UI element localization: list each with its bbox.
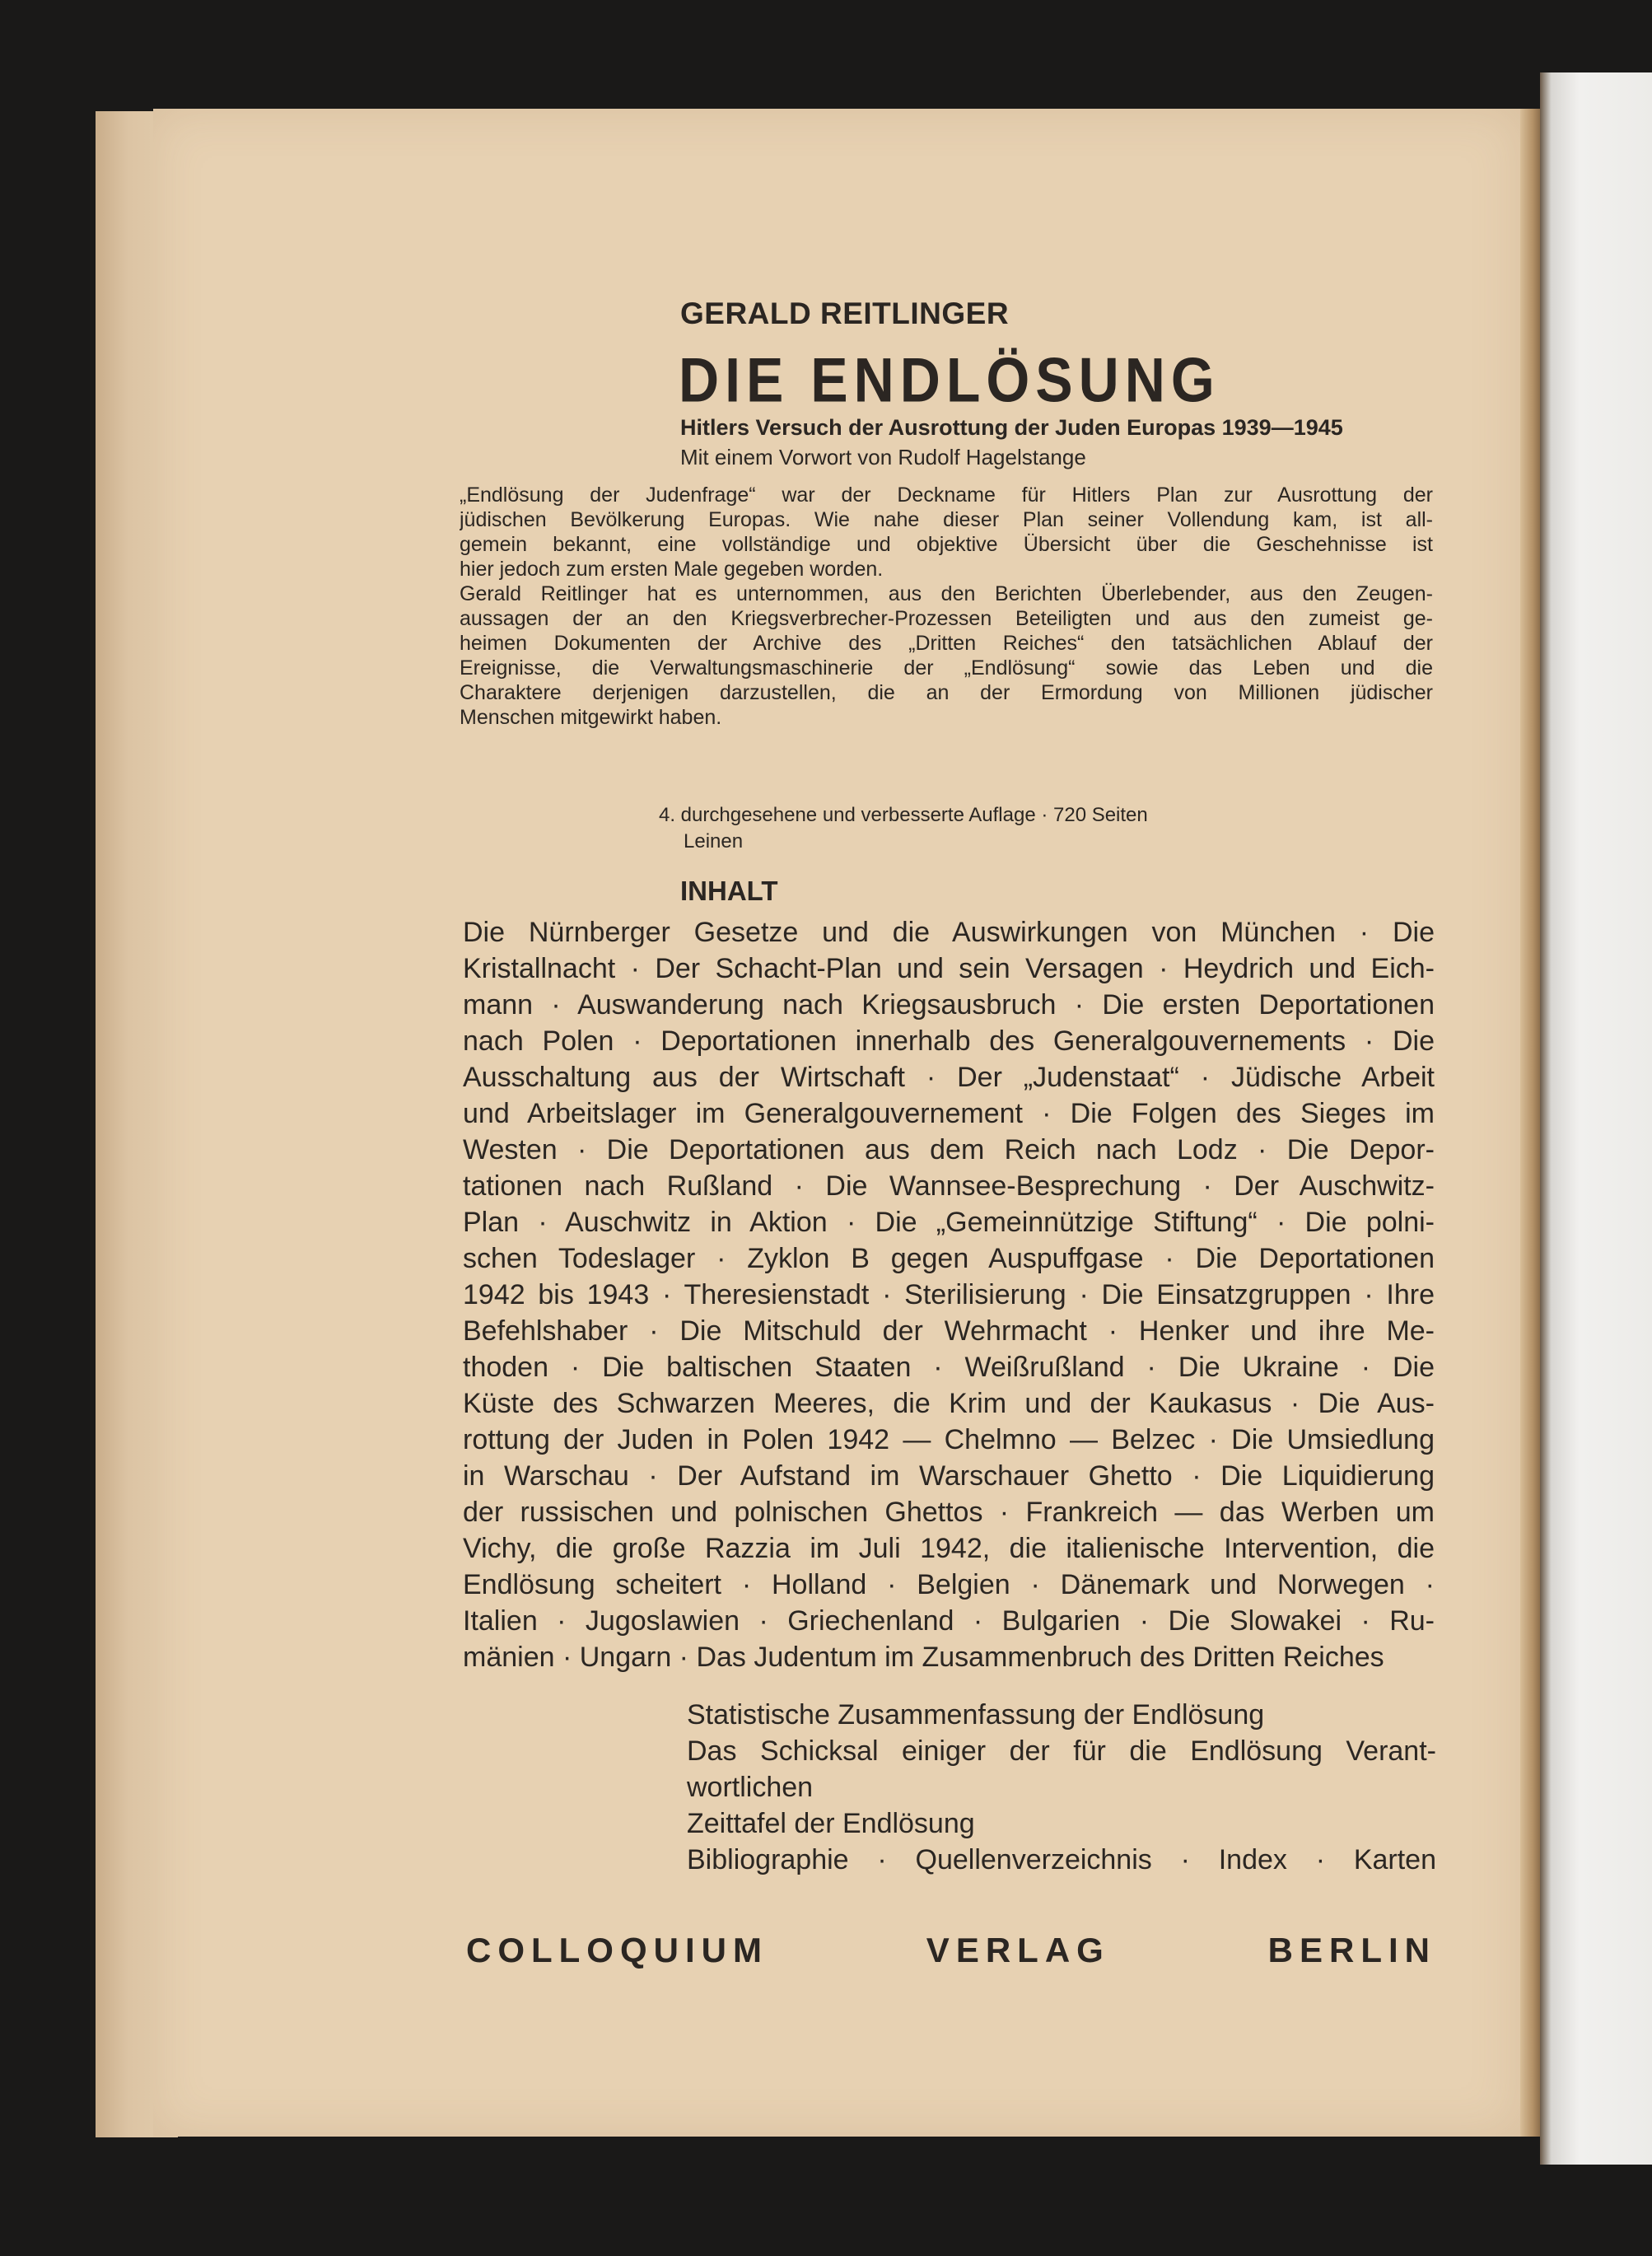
- book-title: DIE ENDLÖSUNG: [679, 345, 1220, 416]
- description-line: hier jedoch zum ersten Male gegeben worden.: [460, 558, 884, 581]
- contents-line: Italien · Jugoslawien · Griechenland · Bulgarien · Die Slowakei · Ru-: [463, 1605, 1435, 1637]
- appendix-item: Das Schicksal einiger der für die Endlösung Verant-: [687, 1735, 1436, 1767]
- contents-line: Befehlshaber · Die Mitschuld der Wehrmacht · Henker und ihre Me-: [463, 1315, 1435, 1347]
- contents-heading: INHALT: [680, 876, 778, 906]
- description-line: gemein bekannt, eine vollständige und objektive Übersicht über die Geschehnisse ist: [460, 533, 1433, 556]
- description-line: heimen Dokumenten der Archive des „Dritten Reiches“ den tatsächlichen Ablauf der: [460, 632, 1433, 655]
- description-line: „Endlösung der Judenfrage“ war der Deckname für Hitlers Plan zur Ausrottung der: [460, 483, 1433, 507]
- appendix-item: Statistische Zusammenfassung der Endlösung: [687, 1699, 1265, 1731]
- contents-line: Ausschaltung aus der Wirtschaft · Der „Judenstaat“ · Jüdische Arbeit: [463, 1062, 1435, 1093]
- contents-line: Westen · Die Deportationen aus dem Reich nach Lodz · Die Depor-: [463, 1134, 1435, 1165]
- description-line: Gerald Reitlinger hat es unternommen, aus den Berichten Überlebender, aus den Zeugen-: [460, 582, 1433, 605]
- contents-line: mann · Auswanderung nach Kriegsausbruch · Die ersten Deportationen: [463, 989, 1435, 1021]
- binding-info: Leinen: [684, 830, 744, 852]
- contents-line: tationen nach Rußland · Die Wannsee-Besprechung · Der Auschwitz-: [463, 1170, 1435, 1202]
- contents-line: und Arbeitslager im Generalgouvernement · Die Folgen des Sieges im: [463, 1098, 1435, 1129]
- edition-info: 4. durchgesehene und verbesserte Auflage · 720 Seiten: [659, 804, 1148, 826]
- contents-line: Plan · Auschwitz in Aktion · Die „Gemeinnützige Stiftung“ · Die polni-: [463, 1207, 1435, 1238]
- contents-line: nach Polen · Deportationen innerhalb des Generalgouvernements · Die: [463, 1025, 1435, 1057]
- description-line: Menschen mitgewirkt haben.: [460, 706, 722, 729]
- next-page-edge: [1540, 72, 1652, 2165]
- description-block: [460, 483, 1433, 730]
- contents-line: in Warschau · Der Aufstand im Warschauer Ghetto · Die Liquidierung: [463, 1460, 1435, 1492]
- contents-line: 1942 bis 1943 · Theresienstadt · Sterilisierung · Die Einsatzgruppen · Ihre: [463, 1279, 1435, 1310]
- publisher-name: COLLOQUIUM VERLAG BERLIN: [466, 1931, 1436, 1969]
- author-name: GERALD REITLINGER: [680, 297, 1010, 330]
- description-line: jüdischen Bevölkerung Europas. Wie nahe dieser Plan seiner Vollendung kam, ist all-: [460, 508, 1433, 531]
- contents-line: Endlösung scheitert · Holland · Belgien · Dänemark und Norwegen ·: [463, 1569, 1435, 1600]
- book-subtitle: Hitlers Versuch der Ausrottung der Juden Europas 1939—1945: [680, 415, 1343, 440]
- contents-line: thoden · Die baltischen Staaten · Weißrußland · Die Ukraine · Die: [463, 1352, 1435, 1383]
- contents-line: der russischen und polnischen Ghettos · Frankreich — das Werben um: [463, 1497, 1435, 1528]
- contents-line: Die Nürnberger Gesetze und die Auswirkungen von München · Die: [463, 917, 1435, 948]
- contents-line: schen Todeslager · Zyklon B gegen Auspuffgase · Die Deportationen: [463, 1243, 1435, 1274]
- description-line: Charaktere derjenigen darzustellen, die an der Ermordung von Millionen jüdischer: [460, 681, 1433, 704]
- contents-line: mänien · Ungarn · Das Judentum im Zusammenbruch des Dritten Reiches: [463, 1642, 1384, 1673]
- appendix-list: [687, 1697, 1436, 1878]
- contents-line: rottung der Juden in Polen 1942 — Chelmno — Belzec · Die Umsiedlung: [463, 1424, 1435, 1455]
- page-gutter: [1520, 109, 1540, 2137]
- appendix-item: wortlichen: [687, 1772, 814, 1803]
- description-line: aussagen der an den Kriegsverbrecher-Prozessen Beteiligten und aus den zumeist ge-: [460, 607, 1433, 630]
- appendix-item: Zeittafel der Endlösung: [687, 1808, 975, 1839]
- contents-line: Küste des Schwarzen Meeres, die Krim und der Kaukasus · Die Aus-: [463, 1388, 1435, 1419]
- contents-line: Kristallnacht · Der Schacht-Plan und sein Versagen · Heydrich und Eich-: [463, 953, 1435, 984]
- description-line: Ereignisse, die Verwaltungsmaschinerie der „Endlösung“ sowie das Leben und die: [460, 656, 1433, 680]
- appendix-item: Bibliographie · Quellenverzeichnis · Index · Karten: [687, 1844, 1436, 1875]
- contents-list: [463, 914, 1435, 1675]
- foreword-credit: Mit einem Vorwort von Rudolf Hagelstange: [680, 445, 1086, 469]
- contents-line: Vichy, die große Razzia im Juli 1942, die italienische Intervention, die: [463, 1533, 1435, 1564]
